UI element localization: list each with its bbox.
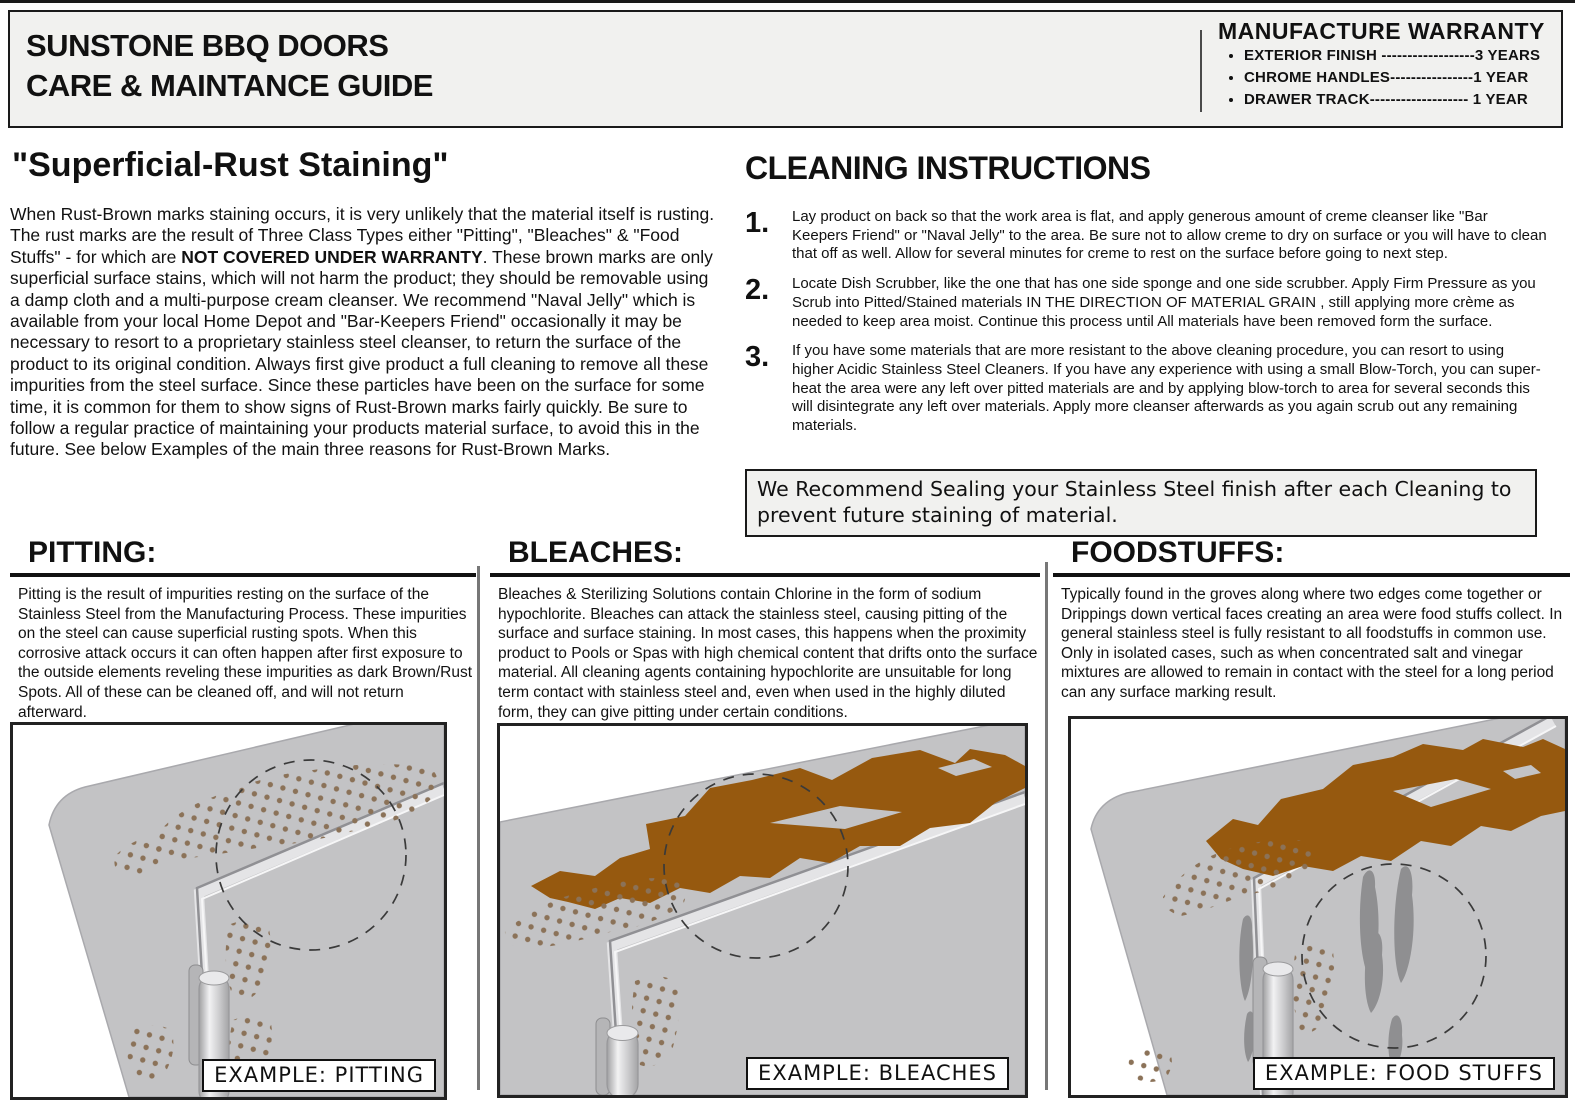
foodstuffs-example-label: EXAMPLE: FOOD STUFFS [1253, 1057, 1555, 1090]
bleaches-example-figure [497, 723, 1028, 1098]
step-3-number: 3. [745, 341, 770, 374]
rust-body-text-continued: . These brown marks are only superficial surface stains, which will not harm the product; they should be removable using a damp cloth and a multi-purpose cream cleanser. We recommend "Naval Jelly" which is available from your local Home Depot and "Bar-Keepers Friend" occasionally it may be necessary to resort to a proprietary stainless steel cleanser, to return the surface of the product to its original condition. Always first give product a full cleaning to remove all these impurities from the steel surface. Since these particles have been on the surface for some time, it is common for them to show signs of Rust-Brown marks fairly quickly. Be sure to follow a regular practice of maintaining your products material surface, to avoid this in the future. See below Examples of the main three reasons for Rust-Brown Marks. [10, 246, 713, 460]
cleaning-step-2 [745, 275, 1547, 331]
bleaches-column [490, 536, 1040, 722]
warranty-divider [1200, 30, 1202, 112]
step-2-text: Locate Dish Scrubber, like the one that has one side sponge and one side scrubber. Apply Firm Pressure as you Scrub into Pitted/Stained materials IN THE DIRECTION OF MATERIAL GRAIN , still applying more crème as needed to keep area moist. Continue this process until All materials have been removed form the surface. [792, 275, 1536, 330]
foodstuffs-column [1053, 536, 1570, 703]
foodstuffs-example-figure [1068, 716, 1568, 1098]
not-covered-warning: NOT COVERED UNDER WARRANTY [181, 246, 483, 267]
pitting-example-figure [10, 722, 447, 1100]
document-title-line2: CARE & MAINTANCE GUIDE [26, 68, 433, 103]
bleaches-title: BLEACHES: [490, 536, 1040, 577]
step-1-text: Lay product on back so that the work area is flat, and apply generous amount of creme cleanser like "Bar Keepers Friend" or "Naval Jelly" to the area. Be sure not to allow creme to dry on surface or you will have to clean that off as well. Allow for several minutes for creme to rest on the surface before going to next step. [792, 208, 1547, 263]
foodstuffs-body: Typically found in the groves along where two edges come together or Drippings down vertical faces creating an area were food stuffs collect. In general stainless steel is fully resistant to all foodstuffs in common use. Only in isolated cases, such as when concentrated salt and vinegar mixtures are allowed to remain in contact with the steel for a long period can any surface marking result. [1061, 586, 1563, 701]
rust-body-text: When Rust-Brown marks staining occurs, it is very unlikely that the material itself is rusting. The rust marks are the result of Three Class Types either "Pitting", "Bleaches" & "Food Stuffs" - for which are [10, 204, 715, 267]
page-top-rule [0, 0, 1575, 3]
rust-dots-cluster [1129, 1048, 1172, 1082]
warranty-panel [1212, 18, 1560, 113]
sealing-recommendation-note: We Recommend Sealing your Stainless Steel finish after each Cleaning to prevent future staining of material. [745, 469, 1537, 537]
step-1-number: 1. [745, 207, 770, 239]
cleaning-step-1 [745, 208, 1547, 264]
pitting-example-label: EXAMPLE: PITTING [202, 1059, 436, 1092]
column-divider-2 [1045, 562, 1048, 1090]
step-3-text: If you have some materials that are more resistant to the above cleaning procedure, you can resort to using higher Acidic Stainless Steel Cleaners. If you have any experience with using a small Blow-Torch, you can super-heat the area were any left over pitted materials are and by applying blow-torch to area for several seconds this will disintegrate any left over materials. Apply more cleanser afterwards as you again scrub out any remaining materials. [792, 342, 1541, 435]
document-title-line1: SUNSTONE BBQ DOORS [26, 28, 389, 63]
warranty-item-chrome-handles: • CHROME HANDLES----------------1 YEAR [1244, 69, 1560, 86]
handle-top-cap [1263, 962, 1293, 976]
rust-section-body [10, 204, 718, 461]
column-divider-1 [477, 566, 480, 1090]
warranty-item-exterior-finish: • EXTERIOR FINISH ------------------3 YEARS [1244, 47, 1560, 64]
bleaches-example-label: EXAMPLE: BLEACHES [746, 1057, 1009, 1090]
foodstuffs-illustration [1071, 719, 1565, 1095]
cleaning-instructions-title: CLEANING INSTRUCTIONS [745, 150, 1151, 186]
pitting-title: PITTING: [10, 536, 476, 577]
cleaning-steps [745, 208, 1547, 447]
pitting-illustration [13, 725, 444, 1097]
pitting-body: Pitting is the result of impurities resting on the surface of the Stainless Steel from the Manufacturing Process. These impurities on the steel can cause superficial rusting spots. When this corrosive attack occurs it can often happen after first exposure to the outside elements reveling these impurities as dark Brown/Rust Spots. All of these can be cleaned off, and will not return afterward. [18, 586, 473, 721]
handle-top-cap [607, 1026, 638, 1041]
rust-section-title: "Superficial-Rust Staining" [12, 146, 449, 184]
foodstuffs-title: FOODSTUFFS: [1053, 536, 1570, 577]
header [8, 10, 1563, 128]
bleaches-body: Bleaches & Sterilizing Solutions contain Chlorine in the form of sodium hypochlorite. Bleaches can attack the stainless steel, causing pitting of the surface and surface staining. In most cases, this happens when the proximity product to Pools or Spas with high chemical content that drifts onto the surface material. All cleaning agents containing hypochlorite are unsuitable for long term contact with stainless steel and, even when used in the highly diluted form, they can give pitting under certain conditions. [498, 586, 1038, 721]
document-title [26, 26, 433, 106]
pitting-column [10, 536, 476, 722]
warranty-list [1212, 47, 1560, 108]
warranty-item-drawer-track: • DRAWER TRACK------------------- 1 YEAR [1244, 91, 1560, 108]
bleaches-illustration [500, 726, 1025, 1095]
warranty-title: MANUFACTURE WARRANTY [1218, 18, 1545, 44]
handle-top-cap [199, 971, 229, 985]
cleaning-step-3 [745, 342, 1547, 436]
step-2-number: 2. [745, 274, 770, 307]
